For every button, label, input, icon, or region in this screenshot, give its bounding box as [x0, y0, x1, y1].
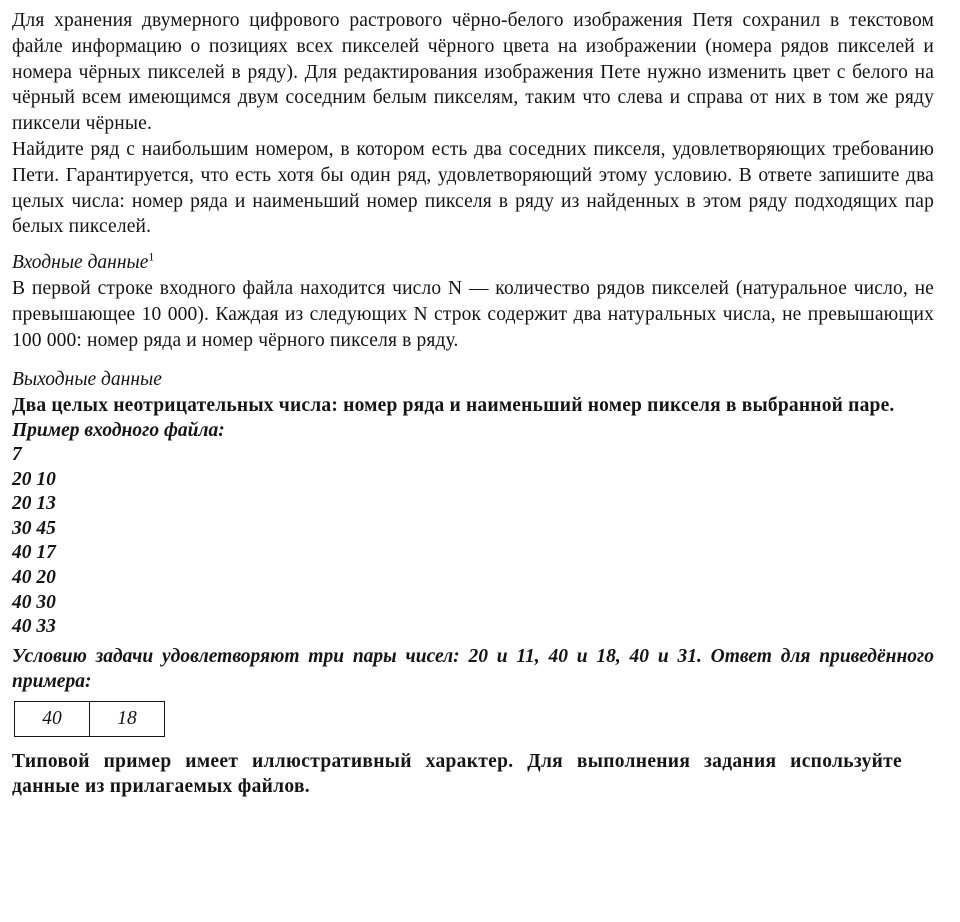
example-line: 40 30: [12, 591, 56, 613]
answer-cell-pixel: 18: [90, 701, 165, 736]
output-section: [12, 367, 934, 419]
answer-cell-row: 40: [15, 701, 90, 736]
problem-paragraph-1: Для хранения двумерного цифрового растрового чёрно-белого изображения Петя сохранил в текстовом файле информацию о позициях всех пикселей чёрного цвета на изображении (номера рядов пикселей и номера чёрных пикселей в ряду). Для редактирования изображения Пете нужно изменить цвет с белого на чёрный всем имеющимся двум соседним белым пикселям, таким что слева и справа от них в том же ряду пиксели чёрные.: [12, 10, 934, 135]
example-heading: Пример входного файла:: [12, 419, 225, 441]
example-line: 30 45: [12, 517, 56, 539]
example-section: [12, 419, 934, 737]
output-description: Два целых неотрицательных числа: номер ряда и наименьший номер пикселя в выбранной паре.: [12, 395, 895, 417]
example-line: 40 33: [12, 616, 56, 638]
answer-table: [14, 701, 165, 737]
example-line: 40 17: [12, 542, 56, 564]
task-page: [12, 6, 934, 800]
input-section: [12, 250, 934, 353]
input-heading-text: Входные данные: [12, 252, 149, 274]
footnote-mark: 1: [148, 249, 155, 264]
example-note: Условию задачи удовлетворяют три пары чисел: 20 и 11, 40 и 18, 40 и 31. Ответ для приведённого примера:: [12, 645, 934, 693]
problem-paragraph-2: Найдите ряд с наибольшим номером, в котором есть два соседних пикселя, удовлетворяющих требованию Пети. Гарантируется, что есть хотя бы один ряд, удовлетворяющий этому условию. В ответе запишите два целых числа: номер ряда и наименьший номер пикселя в ряду из найденных в этом ряду подходящих пар белых пикселей.: [12, 138, 934, 238]
example-line: 40 20: [12, 566, 56, 588]
input-description: В первой строке входного файла находится число N — количество рядов пикселей (натуральное число, не превышающее 10 000). Каждая из следующих N строк содержит два натуральных числа, не превышающих 100 000: номер ряда и номер чёрного пикселя в ряду.: [12, 277, 934, 351]
input-heading: [12, 250, 934, 276]
output-heading: Выходные данные: [12, 369, 162, 391]
example-input-lines: [12, 443, 934, 640]
closing-note: Типовой пример имеет иллюстративный характер. Для выполнения задания используйте данные из прилагаемых файлов.: [12, 750, 902, 798]
example-line: 20 10: [12, 468, 56, 490]
example-line: 7: [12, 443, 22, 465]
example-line: 20 13: [12, 493, 56, 515]
